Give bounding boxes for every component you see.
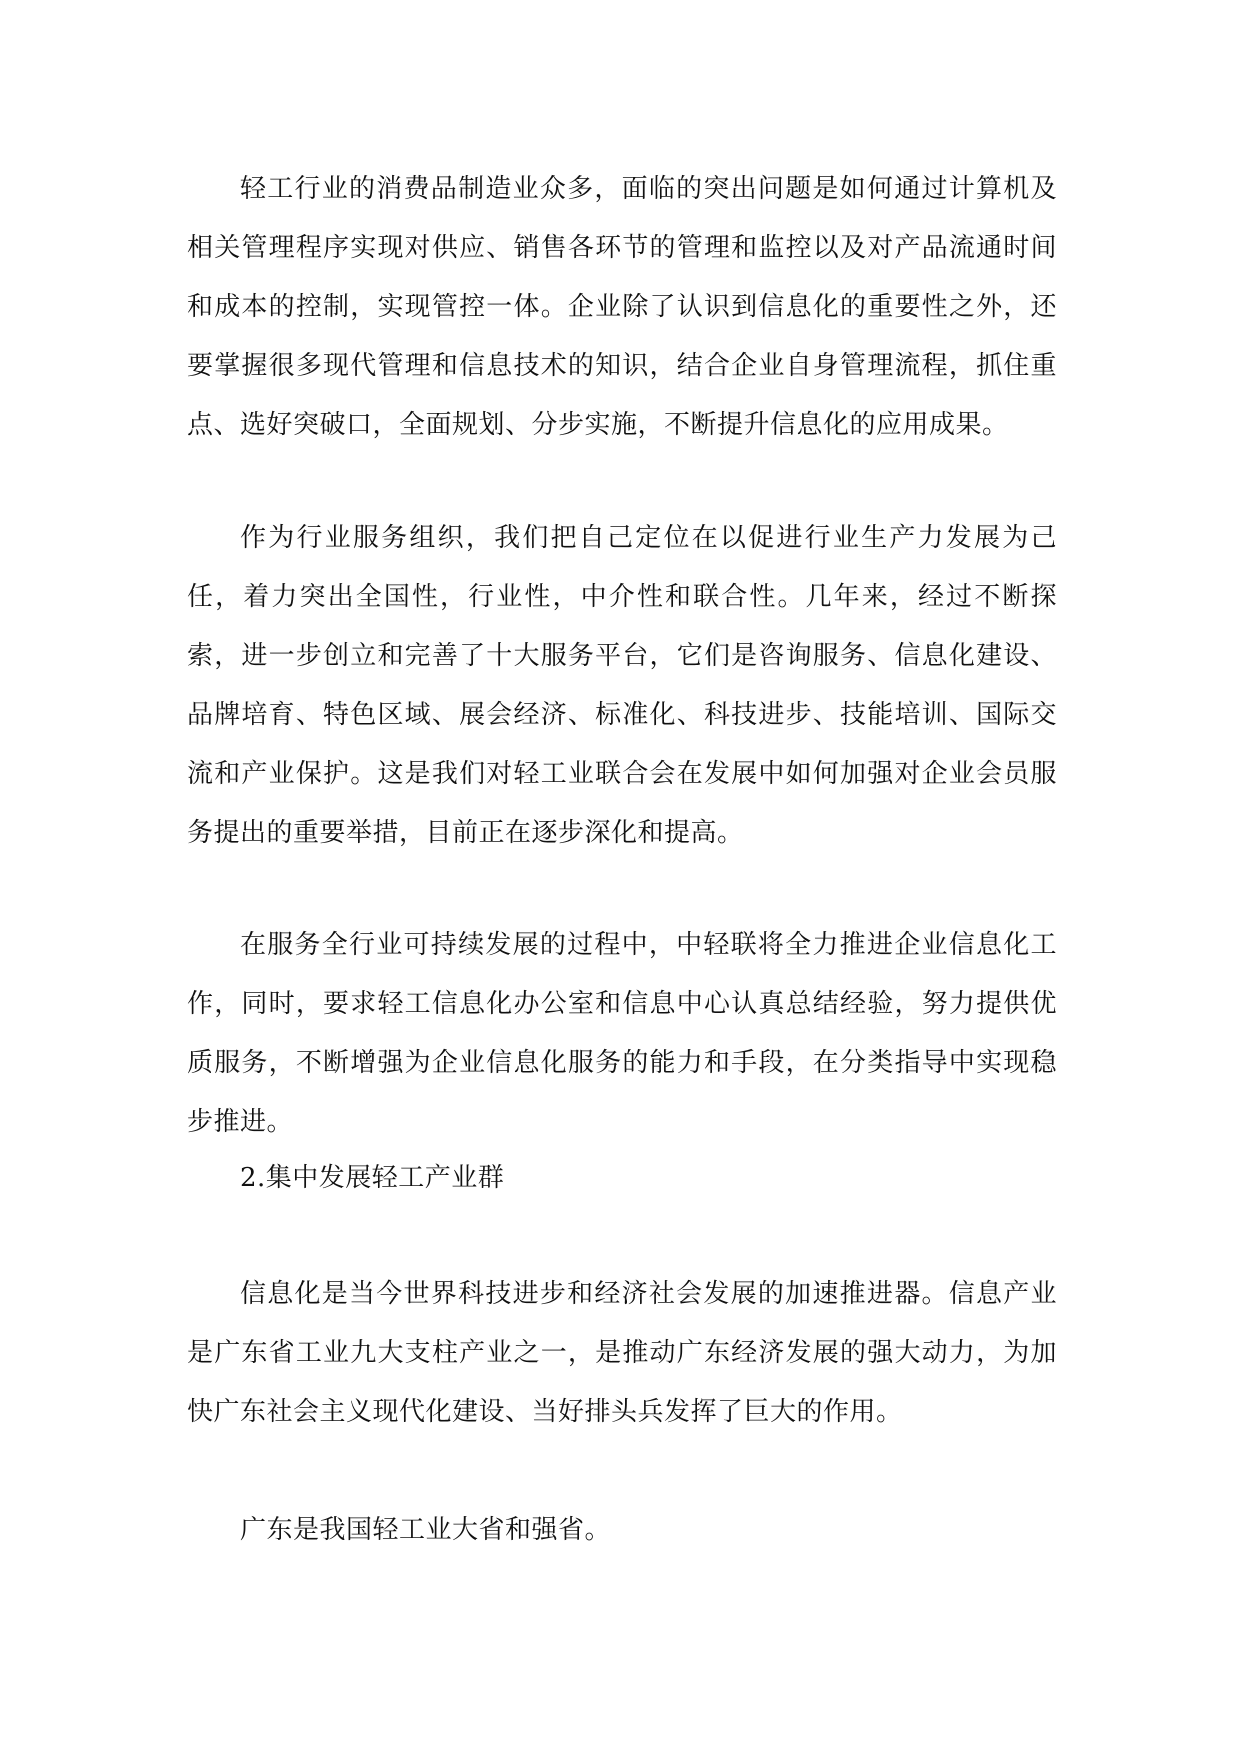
paragraph-guangdong-info-industry: 信息化是当今世界科技进步和经济社会发展的加速推进器。信息产业是广东省工业九大支柱产业之一，是推动广东经济发展的强大动力，为加快广东社会主义现代化建设、当好排头兵发挥了巨大的作用。	[187, 1279, 1057, 1427]
paragraph-guangdong-light-industry: 广东是我国轻工业大省和强省。	[240, 1515, 612, 1545]
paragraph-consumer-goods: 轻工行业的消费品制造业众多，面临的突出问题是如何通过计算机及相关管理程序实现对供应、销售各环节的管理和监控以及对产品流通时间和成本的控制，实现管控一体。企业除了认识到信息化的重要性之外，还要掌握很多现代管理和信息技术的知识，结合企业自身管理流程，抓住重点、选好突破口，全面规划、分步实施，不断提升信息化的应用成果。	[187, 174, 1057, 440]
paragraph-service-platforms: 作为行业服务组织，我们把自己定位在以促进行业生产力发展为己任，着力突出全国性，行业性，中介性和联合性。几年来，经过不断探索，进一步创立和完善了十大服务平台，它们是咨询服务、信息化建设、品牌培育、特色区域、展会经济、标准化、科技进步、技能培训、国际交流和产业保护。这是我们对轻工业联合会在发展中如何加强对企业会员服务提出的重要举措，目前正在逐步深化和提高。	[187, 523, 1057, 848]
paragraph-informatization-work: 在服务全行业可持续发展的过程中，中轻联将全力推进企业信息化工作，同时，要求轻工信息化办公室和信息中心认真总结经验，努力提供优质服务，不断增强为企业信息化服务的能力和手段，在分类指导中实现稳步推进。	[187, 930, 1057, 1137]
section-heading: 2.集中发展轻工产业群	[240, 1163, 505, 1193]
